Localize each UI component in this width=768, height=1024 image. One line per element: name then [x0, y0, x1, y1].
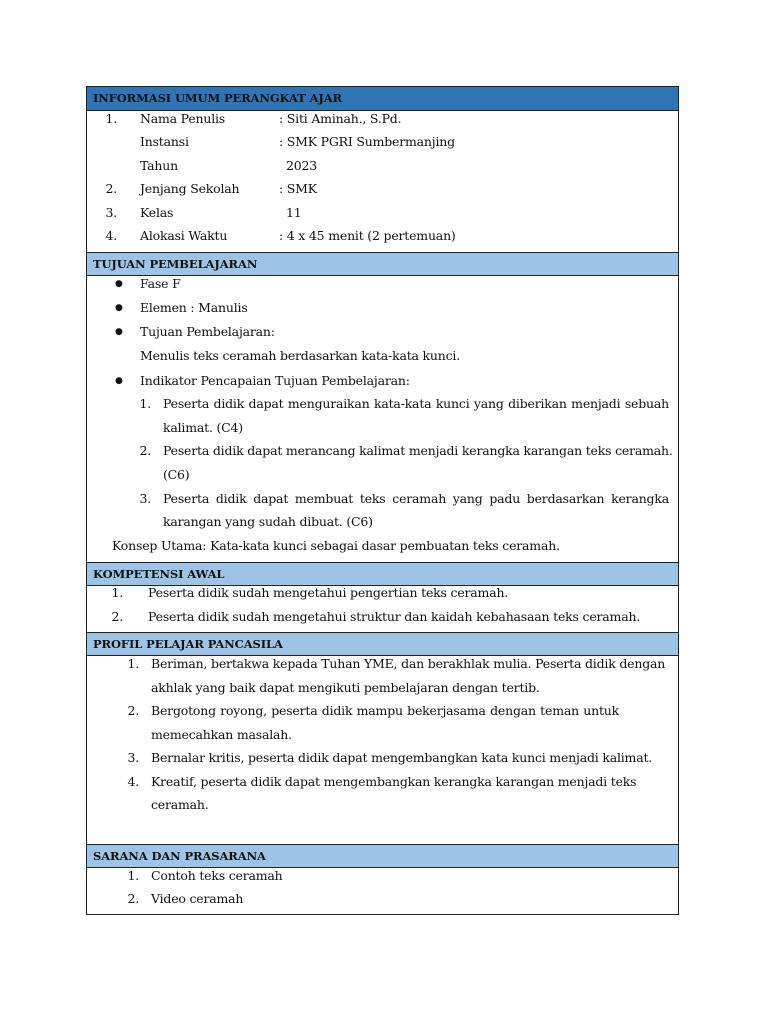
elemen-text: Elemen : Manulis: [140, 300, 248, 315]
item-number: 1.: [111, 585, 123, 600]
indikator-number: 2.: [139, 443, 151, 458]
indikator-number: 1.: [139, 396, 151, 411]
row-number: 3.: [105, 205, 117, 220]
indikator-label: Indikator Pencapaian Tujuan Pembelajaran:: [140, 373, 410, 388]
section-header-informasi: INFORMASI UMUM PERANGKAT AJAR: [87, 87, 678, 111]
lesson-plan-table: [86, 86, 679, 915]
item-number: 1.: [127, 656, 139, 671]
informasi-section: [87, 111, 678, 252]
item-text: memecahkan masalah.: [151, 727, 292, 742]
fase-text: Fase F: [140, 276, 181, 291]
item-text: Peserta didik sudah mengetahui pengertian teks ceramah.: [148, 585, 509, 600]
row-label: Kelas: [140, 205, 174, 220]
indikator-number: 3.: [139, 491, 151, 506]
row-label: Alokasi Waktu: [140, 228, 228, 243]
row-value: : SMK: [279, 181, 317, 196]
row-number: 1.: [105, 111, 117, 126]
indikator-text: (C6): [163, 467, 190, 482]
item-number: 2.: [111, 609, 123, 624]
bullet: ●: [115, 327, 123, 337]
indikator-text: Peserta didik dapat menguraikan kata-kata kunci yang diberikan menjadi sebuah: [163, 396, 669, 411]
item-number: 2.: [127, 891, 139, 906]
item-text: Bernalar kritis, peserta didik dapat mengembangkan kata kunci menjadi kalimat.: [151, 750, 653, 765]
tujuan-label: Tujuan Pembelajaran:: [140, 324, 275, 339]
item-text: Beriman, bertakwa kepada Tuhan YME, dan berakhlak mulia. Peserta didik dengan: [151, 656, 666, 671]
item-text: Bergotong royong, peserta didik mampu bekerjasama dengan teman untuk: [151, 703, 619, 718]
row-number: 2.: [105, 181, 117, 196]
indikator-text: kalimat. (C4): [163, 420, 243, 435]
konsep-utama: Konsep Utama: Kata-kata kunci sebagai dasar pembuatan teks ceramah.: [112, 538, 560, 553]
row-value: : SMK PGRI Sumbermanjing: [279, 134, 455, 149]
item-text: akhlak yang baik dapat mengikuti pembelajaran dengan tertib.: [151, 680, 540, 695]
row-number: 4.: [105, 228, 117, 243]
item-number: 1.: [127, 868, 139, 883]
kompetensi-section: [87, 586, 678, 632]
sarana-section: [87, 868, 678, 914]
section-header-tujuan: TUJUAN PEMBELAJARAN: [87, 252, 678, 276]
item-text: Kreatif, peserta didik dapat mengembangkan kerangka karangan menjadi teks: [151, 774, 637, 789]
item-number: 3.: [127, 750, 139, 765]
bullet: ●: [115, 303, 123, 313]
bullet: ●: [115, 279, 123, 289]
row-label: Jenjang Sekolah: [140, 181, 240, 196]
row-value: 11: [286, 205, 302, 220]
row-label: Tahun: [140, 158, 178, 173]
row-label: Instansi: [140, 134, 189, 149]
item-number: 4.: [127, 774, 139, 789]
indikator-text: Peserta didik dapat merancang kalimat menjadi kerangka karangan teks ceramah.: [163, 443, 673, 458]
section-header-profil: PROFIL PELAJAR PANCASILA: [87, 632, 678, 656]
section-header-kompetensi: KOMPETENSI AWAL: [87, 562, 678, 586]
row-value: : Siti Aminah., S.Pd.: [279, 111, 402, 126]
row-value: 2023: [286, 158, 318, 173]
row-label: Nama Penulis: [140, 111, 226, 126]
profil-section: [87, 656, 678, 844]
item-text: Video ceramah: [151, 891, 244, 906]
tujuan-text: Menulis teks ceramah berdasarkan kata-kata kunci.: [140, 348, 460, 363]
item-text: ceramah.: [151, 797, 209, 812]
item-text: Contoh teks ceramah: [151, 868, 283, 883]
bullet: ●: [115, 376, 123, 386]
indikator-text: karangan yang sudah dibuat. (C6): [163, 514, 373, 529]
row-value: : 4 x 45 menit (2 pertemuan): [279, 228, 456, 243]
item-text: Peserta didik sudah mengetahui struktur dan kaidah kebahasaan teks ceramah.: [148, 609, 641, 624]
section-header-sarana: SARANA DAN PRASARANA: [87, 844, 678, 868]
indikator-text: Peserta didik dapat membuat teks ceramah yang padu berdasarkan kerangka: [163, 491, 669, 506]
tujuan-section: [87, 276, 678, 562]
item-number: 2.: [127, 703, 139, 718]
